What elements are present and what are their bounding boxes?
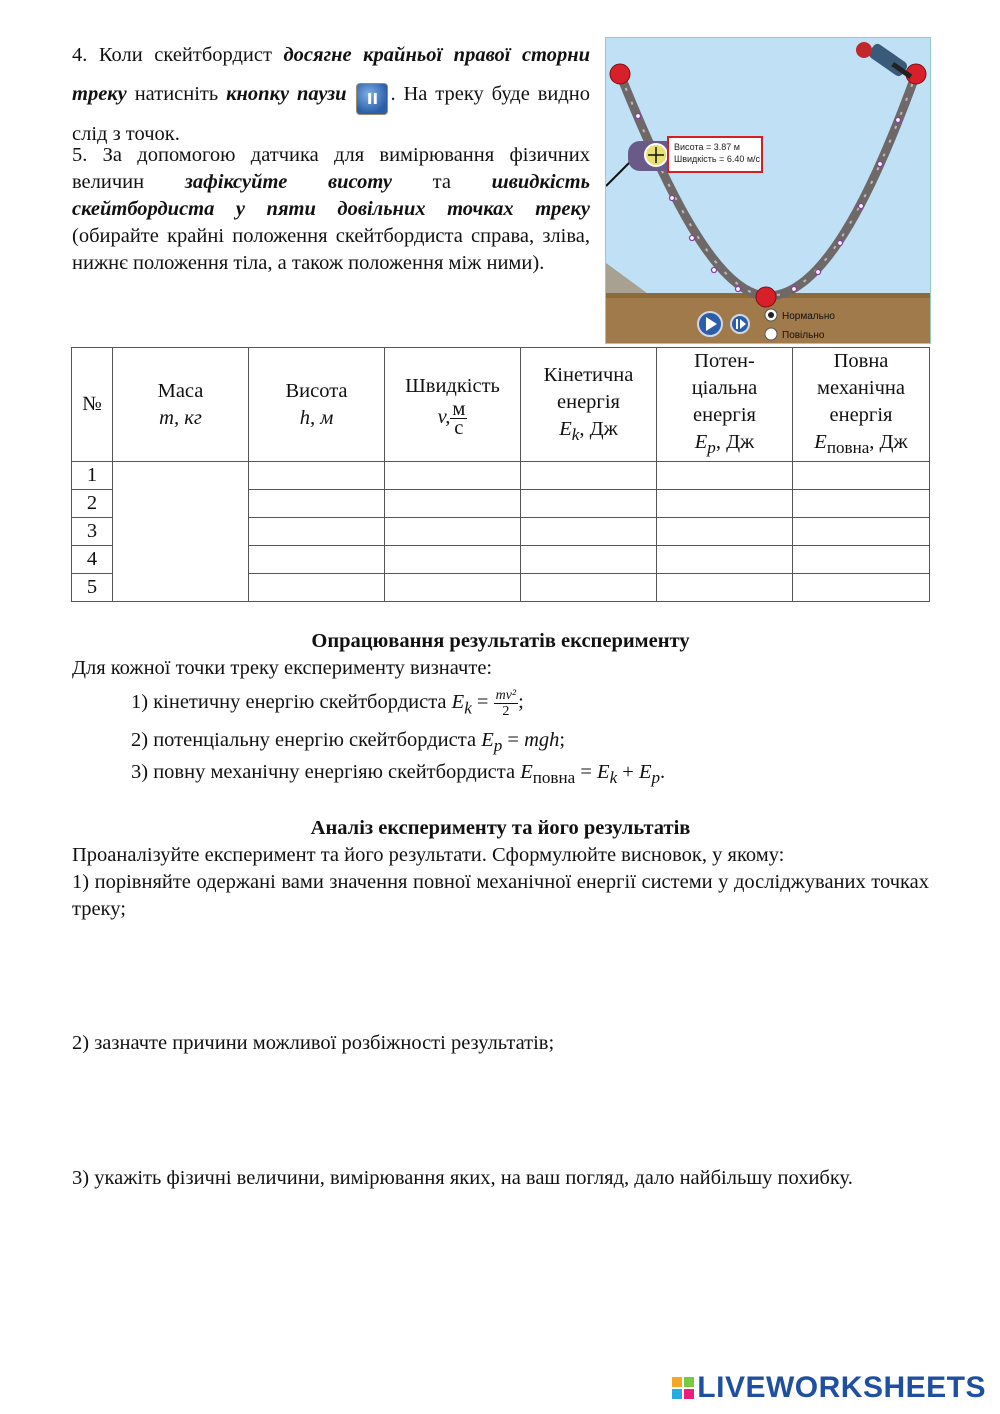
processing-item-3: 3) повну механічну енергіяю скейтбордиста $E_{повна} = E_k + E_p$. [131, 761, 666, 788]
input-cell[interactable] [249, 546, 385, 574]
input-cell[interactable] [521, 518, 657, 546]
table-row: 3 [72, 518, 930, 546]
input-cell[interactable] [657, 518, 793, 546]
header-mass: Маса m, кг [113, 348, 249, 462]
sensor-height: Висота = 3.87 м [674, 142, 740, 152]
radio-slow[interactable] [765, 328, 777, 340]
header-potential-energy: Потен- ціальна енергія $E_p$, Дж [657, 348, 793, 462]
input-cell[interactable] [385, 462, 521, 490]
measurement-table [71, 347, 930, 602]
input-cell[interactable] [385, 490, 521, 518]
input-cell[interactable] [657, 546, 793, 574]
table-row: 5 [72, 574, 930, 602]
table-row: 1 [72, 462, 930, 490]
skate-park-simulation [605, 37, 931, 344]
input-cell[interactable] [793, 546, 930, 574]
analysis-question-1: 1) порівняйте одержані вами значення повної механічної енергії системи у досліджуваних точках треку; [72, 871, 929, 920]
pause-button-icon: II [356, 83, 388, 115]
input-cell[interactable] [385, 546, 521, 574]
input-cell[interactable] [793, 518, 930, 546]
analysis-question-3: 3) укажіть фізичні величини, вимірювання яких, на ваш погляд, дало найбільшу похибку. [72, 1167, 853, 1189]
step4-emphasis-2: кнопку паузи [226, 83, 347, 105]
sensor-speed: Швидкість = 6.40 м/с [674, 154, 761, 164]
mass-input-cell[interactable] [113, 462, 249, 602]
header-kinetic-energy: Кінетична енергія $E_k$, Дж [521, 348, 657, 462]
input-cell[interactable] [521, 546, 657, 574]
processing-item-1: 1) кінетичну енергію скейтбордиста $E_k$ = $\frac{\text{mv²}}{2}$ ; [131, 688, 524, 719]
table-row: 4 [72, 546, 930, 574]
input-cell[interactable] [521, 574, 657, 602]
header-num: № [72, 348, 113, 462]
input-cell[interactable] [249, 462, 385, 490]
radio-normal-label: Нормально [782, 311, 835, 322]
input-cell[interactable] [657, 462, 793, 490]
processing-item-2: 2) потенціальну енергію скейтбордиста $E_p$ = mgh; [131, 729, 566, 756]
header-height: Висота h, м [249, 348, 385, 462]
input-cell[interactable] [793, 490, 930, 518]
processing-intro: Для кожної точки треку експерименту визначте: [72, 657, 493, 679]
table-row: 2 [72, 490, 930, 518]
header-total-energy: Повна механічна енергія $E_{повна}$, Дж [793, 348, 930, 462]
input-cell[interactable] [249, 574, 385, 602]
input-cell[interactable] [385, 574, 521, 602]
analysis-intro: Проаналізуйте експеримент та його результати. Сформулюйте висновок, у якому: [72, 844, 785, 866]
input-cell[interactable] [521, 462, 657, 490]
control-point-left [610, 64, 630, 84]
analysis-title: Аналіз експерименту та його результатів [310, 817, 691, 839]
step5-emphasis-2: швидкість скейтбордиста у пяти довільних точках треку [72, 171, 590, 220]
liveworksheets-logo-icon [672, 1377, 694, 1399]
input-cell[interactable] [657, 574, 793, 602]
input-cell[interactable] [249, 518, 385, 546]
radio-slow-label: Повільно [782, 330, 825, 341]
simulation-scene [606, 38, 930, 343]
input-cell[interactable] [385, 518, 521, 546]
input-cell[interactable] [249, 490, 385, 518]
step5-paragraph: 5. За допомогою датчика для вимірювання фізичних величин зафіксуйте висоту та швидкість скейтбордиста у пяти довільних точках треку (обирайте крайні положення скейтбордиста справа, зліва, нижнє положення тіла, а також положення між ними). [72, 144, 590, 274]
processing-title: Опрацювання результатів експерименту [311, 630, 690, 652]
input-cell[interactable] [657, 490, 793, 518]
analysis-question-2: 2) зазначте причини можливої розбіжності результатів; [72, 1032, 555, 1054]
input-cell[interactable] [793, 574, 930, 602]
input-cell[interactable] [793, 462, 930, 490]
control-point-bottom [756, 287, 776, 307]
step4-paragraph: 4. Коли скейтбордист досягне крайньої правої сторни треку натисніть кнопку паузи II . На треку буде видно слід з точок. [72, 44, 590, 145]
step4-emphasis-1: досягне крайньої правої сторни треку [72, 44, 590, 105]
table-header-row [72, 348, 930, 462]
header-speed: Швидкість v, $\frac{м}{с}$ [385, 348, 521, 462]
liveworksheets-logo: LIVEWORKSHEETS [672, 1374, 986, 1401]
input-cell[interactable] [521, 490, 657, 518]
step5-emphasis-1: зафіксуйте висоту [184, 171, 392, 193]
